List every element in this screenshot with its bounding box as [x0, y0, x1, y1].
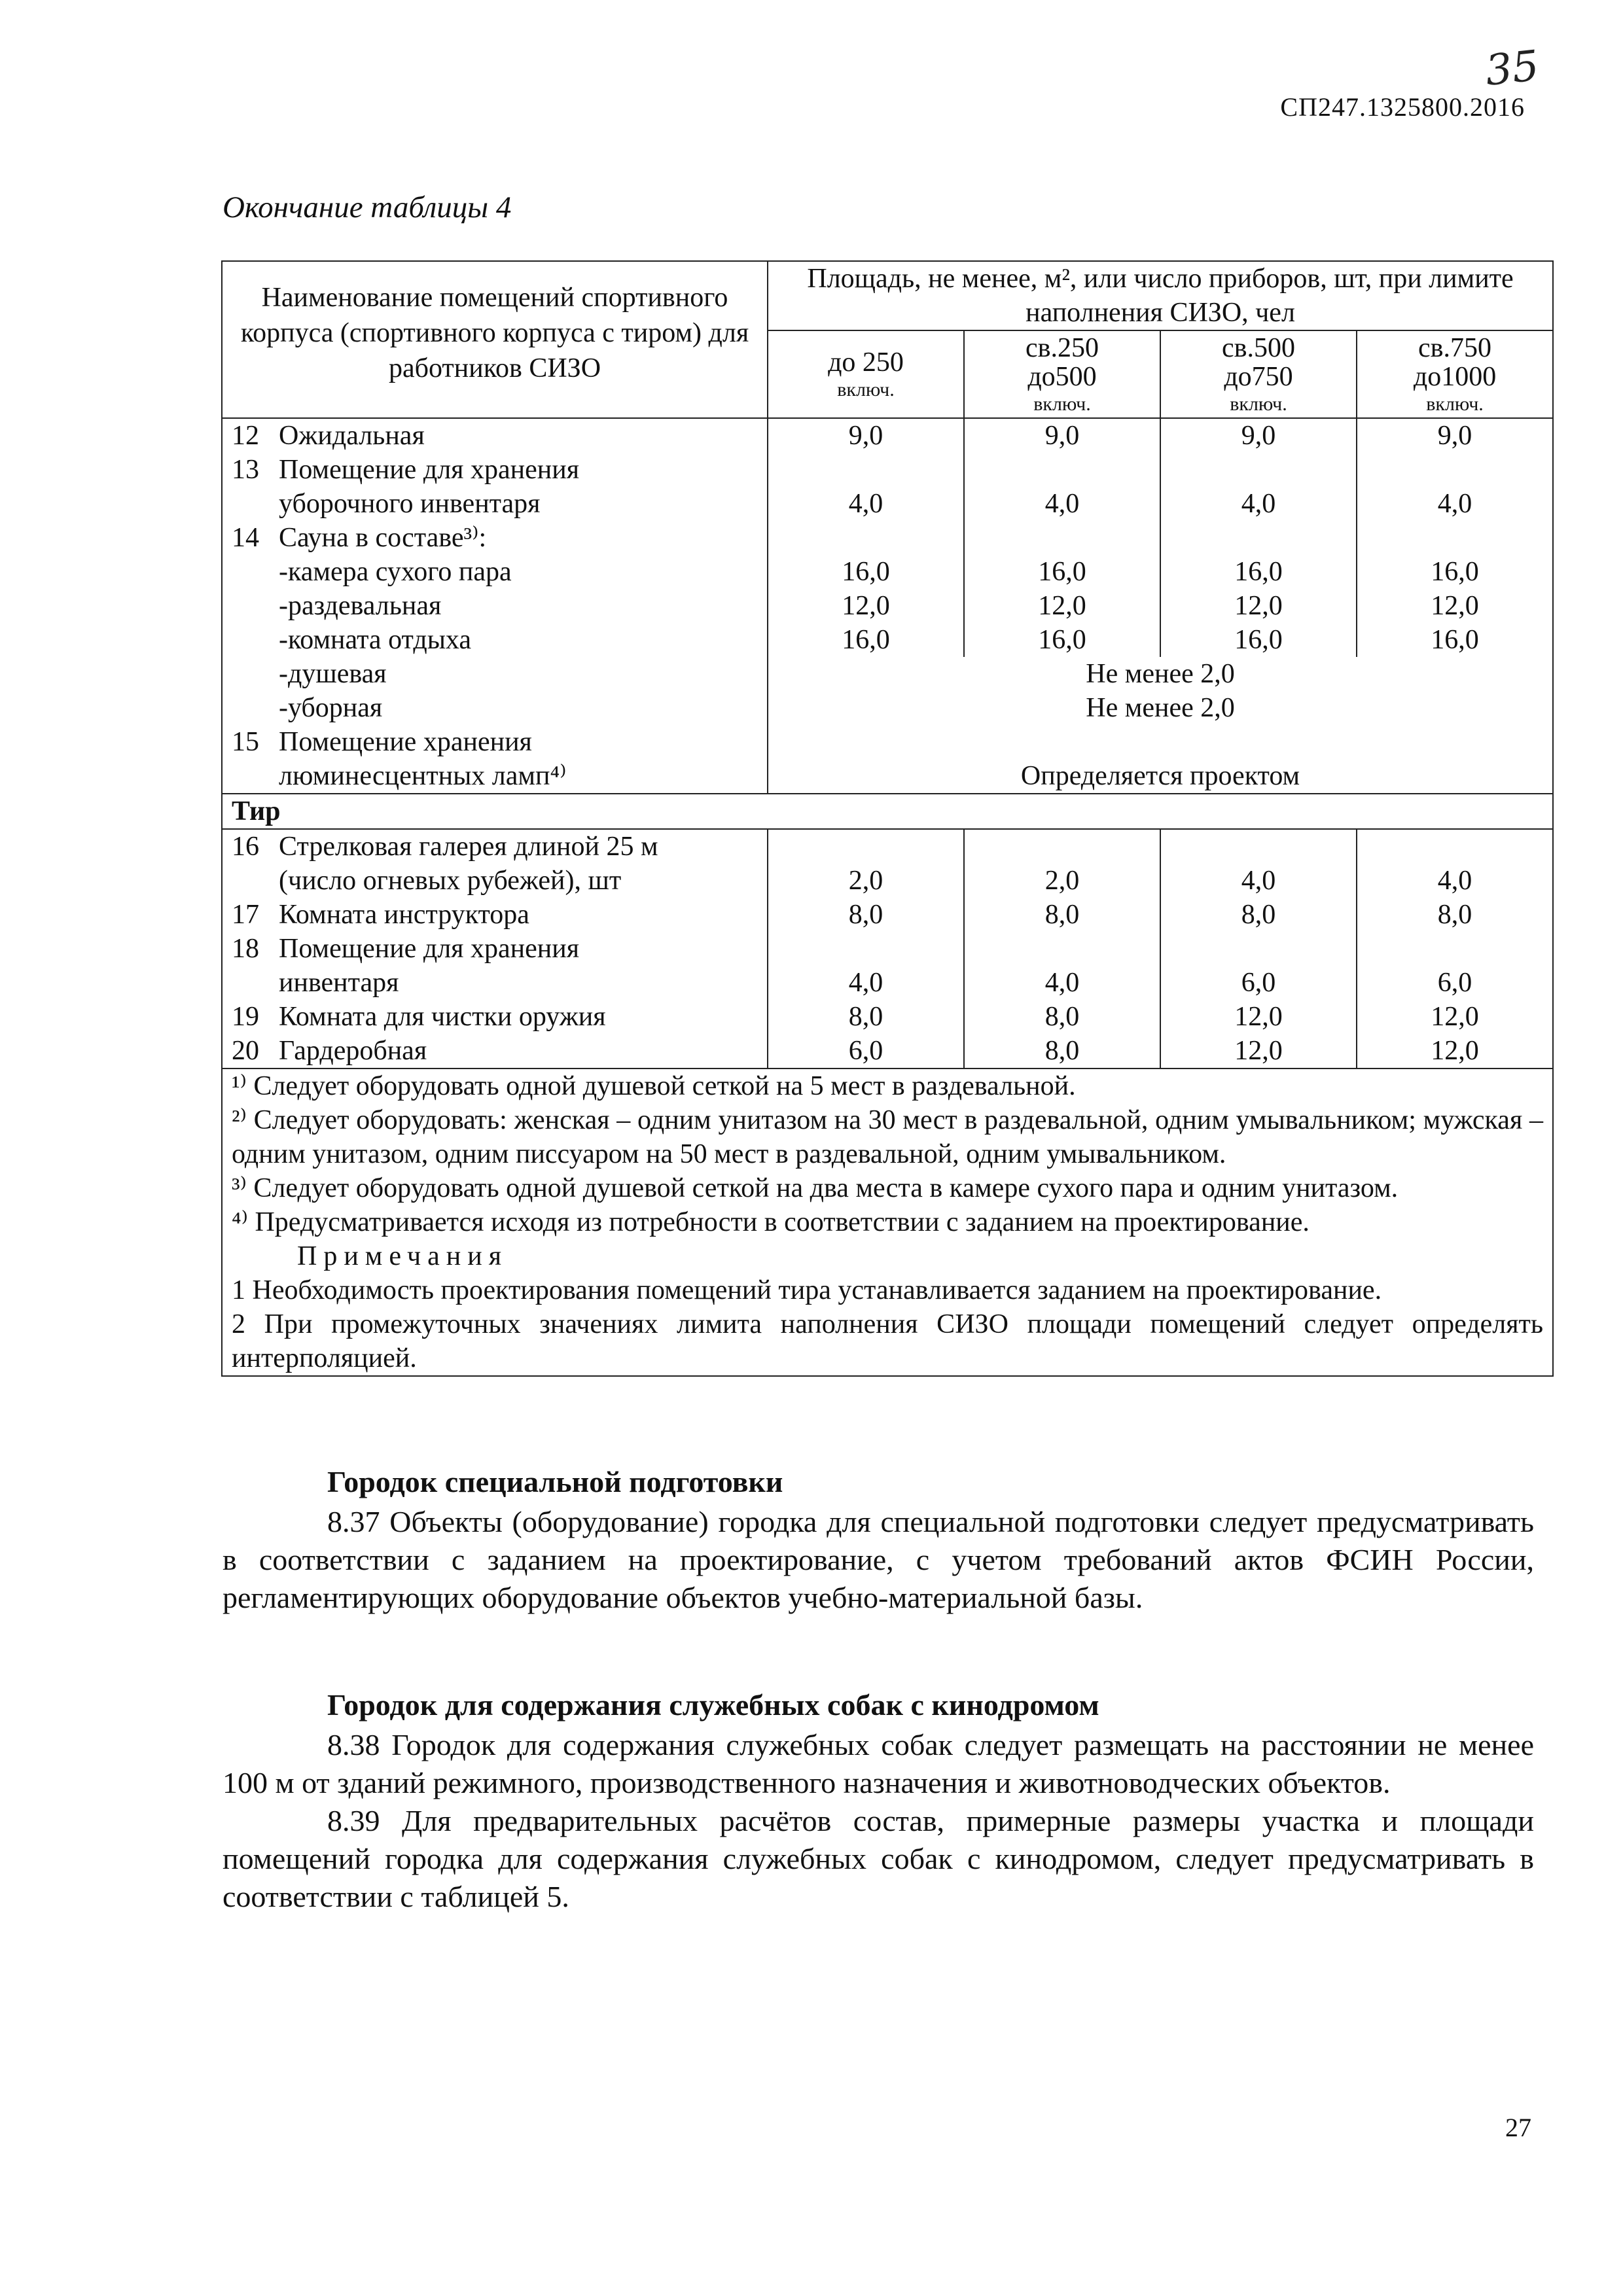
value-line: 16,0 [1234, 625, 1283, 655]
footnotes-cell [222, 1069, 1553, 1376]
value-cell [964, 623, 1160, 657]
value-line [1170, 453, 1347, 487]
value-cell [1160, 418, 1357, 453]
value-cell [964, 898, 1160, 932]
value-line [777, 521, 954, 555]
value-line: 16,0 [842, 625, 890, 655]
value-cell [768, 932, 964, 1000]
value-cell [964, 453, 1160, 521]
value-line: 9,0 [1044, 421, 1080, 451]
room-name-cell [222, 623, 768, 657]
table-row [222, 589, 1553, 623]
document-code: СП247.1325800.2016 [1280, 92, 1525, 122]
value-line [777, 725, 1543, 759]
value-line: Не менее 2,0 [1086, 659, 1235, 689]
room-name-cell [222, 932, 768, 1000]
room-name-cell [222, 898, 768, 932]
value-line: 4,0 [1241, 489, 1276, 519]
value-line [1366, 830, 1543, 864]
row-index: 15 [232, 727, 259, 757]
section-row-tir [222, 794, 1553, 829]
value-line: 8,0 [1044, 900, 1080, 930]
value-cell [1160, 932, 1357, 1000]
room-name-line [232, 623, 758, 657]
value-line: 4,0 [1437, 489, 1472, 519]
room-name-line [232, 419, 758, 453]
room-name: Комната для чистки оружия [279, 1002, 606, 1032]
column-header: до 250 включ. [768, 330, 964, 418]
paragraph-8-37: 8.37 Объекты (оборудование) городка для специальной подготовки следует предусматривать в соответствии с заданием на проектирование, с учетом требований актов ФСИН России, регламентирующих оборудование объектов учебно-материальной базы. [223, 1505, 1534, 1614]
table-row [222, 657, 1553, 691]
value-line: Определяется проектом [1020, 761, 1300, 791]
value-line: 12,0 [1431, 591, 1479, 621]
value-line: 12,0 [1431, 1036, 1479, 1066]
room-name: Стрелковая галерея длиной 25 м [279, 832, 658, 862]
room-name-line [232, 1000, 758, 1034]
value-cell [1357, 555, 1553, 589]
room-name-line [232, 555, 758, 589]
footnote: ³⁾ Следует оборудовать одной душевой сеткой на два места в камере сухого пара и одним унитазом. [232, 1173, 1399, 1203]
value-line [1366, 521, 1543, 555]
value-line: 8,0 [1044, 1002, 1080, 1032]
table-row [222, 521, 1553, 555]
room-name: -раздевальная [279, 591, 442, 621]
table-row [222, 932, 1553, 1000]
row-index: 17 [232, 900, 259, 930]
table-row [222, 453, 1553, 521]
note-item: 2 При промежуточных значениях лимита наполнения СИЗО площади помещений следует определять интерполяцией. [232, 1309, 1544, 1373]
room-name-cell [222, 1000, 768, 1034]
room-name-line [232, 725, 758, 759]
room-name-line [232, 521, 758, 555]
value-cell [1357, 1034, 1553, 1069]
table-row [222, 898, 1553, 932]
room-name: (число огневых рубежей), шт [279, 866, 622, 896]
room-name-line [232, 589, 758, 623]
row-index: 18 [232, 934, 259, 964]
value-line: 8,0 [1437, 900, 1472, 930]
room-name-cell [222, 521, 768, 555]
table-row [222, 1034, 1553, 1069]
table-header-row [222, 261, 1553, 330]
row-index: 19 [232, 1002, 259, 1032]
value-line [974, 521, 1150, 555]
value-line: 16,0 [1234, 557, 1283, 587]
room-name-line [232, 759, 758, 793]
value-cell [964, 521, 1160, 555]
room-name-cell [222, 725, 768, 794]
note-item: 1 Необходимость проектирования помещений тира устанавливается заданием на проектирование. [232, 1275, 1382, 1305]
room-name: уборочного инвентаря [279, 489, 541, 519]
room-name: Сауна в составе³⁾: [279, 523, 487, 553]
row-index: 16 [232, 832, 259, 862]
footnote: ²⁾ Следует оборудовать: женская – одним унитазом на 30 мест в раздевальной, одним умывальником; мужская – одним унитазом, одним писсуаром на 50 мест в раздевальной, одним умывальником. [232, 1105, 1544, 1169]
value-cell [964, 1000, 1160, 1034]
room-name-line [232, 898, 758, 932]
room-name-cell [222, 453, 768, 521]
room-name: Гардеробная [279, 1036, 427, 1066]
value-line: 8,0 [848, 900, 883, 930]
value-cell [964, 1034, 1160, 1069]
footnotes-list [232, 1069, 1543, 1239]
room-name: Комната инструктора [279, 900, 529, 930]
room-name-line [232, 932, 758, 966]
body-text [223, 1464, 1534, 1916]
value-line: 16,0 [1038, 625, 1086, 655]
value-cell [1357, 898, 1553, 932]
value-line: 4,0 [1241, 866, 1276, 896]
area-header: Площадь, не менее, м², или число приборов, шт, при лимите наполнения СИЗО, чел [768, 261, 1553, 330]
row-index: 13 [232, 455, 259, 485]
room-name: Помещение для хранения [279, 934, 580, 964]
value-cell [768, 453, 964, 521]
footnotes-row [222, 1069, 1553, 1376]
room-name-line [232, 487, 758, 521]
value-line [974, 453, 1150, 487]
value-cell [1160, 453, 1357, 521]
table-row [222, 691, 1553, 725]
value-cell [768, 1034, 964, 1069]
value-line: 2,0 [848, 866, 883, 896]
room-name-line [232, 453, 758, 487]
row-index: 20 [232, 1036, 259, 1066]
value-cell [768, 898, 964, 932]
merged-value-cell [768, 657, 1553, 691]
room-name-line [232, 966, 758, 1000]
value-cell [768, 1000, 964, 1034]
value-line: 16,0 [1431, 557, 1479, 587]
table-row [222, 829, 1553, 898]
value-cell [1357, 589, 1553, 623]
room-name: -камера сухого пара [279, 557, 512, 587]
room-name-cell [222, 657, 768, 691]
room-name: -комната отдыха [279, 625, 471, 655]
value-line: 12,0 [1431, 1002, 1479, 1032]
table-row [222, 725, 1553, 794]
value-line [1170, 830, 1347, 864]
value-line [1170, 521, 1347, 555]
column-header: св.250 до500 включ. [964, 330, 1160, 418]
merged-value-cell [768, 725, 1553, 794]
paragraph-8-38: 8.38 Городок для содержания служебных собак следует размещать на расстоянии не менее 100 м от зданий режимного, производственного назначения и животноводческих объектов. [223, 1728, 1534, 1799]
value-line: 9,0 [848, 421, 883, 451]
value-cell [1357, 418, 1553, 453]
value-cell [1160, 623, 1357, 657]
room-name-cell [222, 1034, 768, 1069]
value-line [1366, 453, 1543, 487]
value-cell [1160, 898, 1357, 932]
value-cell [1160, 521, 1357, 555]
row-index: 12 [232, 421, 259, 451]
merged-value-cell [768, 691, 1553, 725]
room-name: люминесцентных ламп⁴⁾ [279, 761, 567, 791]
value-line: 12,0 [1038, 591, 1086, 621]
room-name: Помещение для хранения [279, 455, 580, 485]
section-title: Тир [222, 794, 1553, 829]
value-line: Не менее 2,0 [1086, 693, 1235, 723]
value-cell [1357, 829, 1553, 898]
value-line [974, 932, 1150, 966]
value-cell [768, 521, 964, 555]
footnote: ¹⁾ Следует оборудовать одной душевой сеткой на 5 мест в раздевальной. [232, 1071, 1076, 1101]
value-line: 2,0 [1044, 866, 1080, 896]
value-cell [1357, 932, 1553, 1000]
value-cell [768, 555, 964, 589]
room-name-line [232, 864, 758, 898]
room-name-cell [222, 589, 768, 623]
table-body-tir [222, 829, 1553, 1069]
room-name-line [232, 830, 758, 864]
table-row [222, 1000, 1553, 1034]
value-line: 4,0 [848, 968, 883, 998]
column-header: св.750 до1000 включ. [1357, 330, 1553, 418]
value-cell [1160, 1000, 1357, 1034]
value-cell [1357, 453, 1553, 521]
value-line: 12,0 [842, 591, 890, 621]
value-cell [1160, 1034, 1357, 1069]
room-name: Ожидальная [279, 421, 425, 451]
value-cell [964, 829, 1160, 898]
value-cell [1160, 829, 1357, 898]
handwritten-page-number: 35 [1483, 41, 1542, 96]
value-line: 8,0 [1241, 900, 1276, 930]
value-cell [964, 932, 1160, 1000]
room-name-cell [222, 829, 768, 898]
room-name-cell [222, 418, 768, 453]
value-line: 9,0 [1241, 421, 1276, 451]
value-line [777, 932, 954, 966]
table-body-main [222, 418, 1553, 657]
value-cell [1160, 555, 1357, 589]
value-line: 6,0 [1241, 968, 1276, 998]
notes-list [232, 1273, 1543, 1375]
room-name: инвентаря [279, 968, 399, 998]
value-cell [768, 418, 964, 453]
value-line [777, 830, 954, 864]
table-body-span [222, 657, 1553, 794]
value-line: 12,0 [1234, 591, 1283, 621]
area-table [221, 260, 1554, 1377]
room-name: -душевая [279, 659, 387, 689]
value-line: 16,0 [1431, 625, 1479, 655]
column-header: св.500 до750 включ. [1160, 330, 1357, 418]
room-name-header: Наименование помещений спортивного корпуса (спортивного корпуса с тиром) для работников СИЗО [222, 261, 768, 418]
paragraph-8-39: 8.39 Для предварительных расчётов состав, примерные размеры участка и площади помещений городка для содержания служебных собак с кинодромом, следует предусматривать в соответствии с таблицей 5. [223, 1804, 1534, 1913]
value-line: 8,0 [1044, 1036, 1080, 1066]
value-line: 4,0 [848, 489, 883, 519]
value-cell [964, 555, 1160, 589]
section2-title: Городок для содержания служебных собак с кинодромом [327, 1688, 1099, 1722]
value-cell [1357, 521, 1553, 555]
value-cell [768, 589, 964, 623]
value-line: 4,0 [1437, 866, 1472, 896]
value-cell [1357, 1000, 1553, 1034]
notes-title: Примечания [297, 1241, 508, 1271]
value-cell [768, 829, 964, 898]
room-name: Помещение хранения [279, 727, 532, 757]
value-cell [964, 589, 1160, 623]
room-name-line [232, 657, 758, 691]
value-line: 16,0 [1038, 557, 1086, 587]
value-line: 8,0 [848, 1002, 883, 1032]
value-line: 4,0 [1044, 968, 1080, 998]
value-cell [1357, 623, 1553, 657]
room-name-cell [222, 691, 768, 725]
table-row [222, 418, 1553, 453]
value-line: 6,0 [1437, 968, 1472, 998]
value-line [1170, 932, 1347, 966]
room-name: -уборная [279, 693, 383, 723]
room-name-line [232, 691, 758, 725]
row-index: 14 [232, 523, 259, 553]
value-cell [768, 623, 964, 657]
value-cell [964, 418, 1160, 453]
value-line [1366, 932, 1543, 966]
footnote: ⁴⁾ Предусматривается исходя из потребности в соответствии с заданием на проектирование. [232, 1207, 1310, 1237]
value-line: 12,0 [1234, 1036, 1283, 1066]
value-line: 16,0 [842, 557, 890, 587]
table-caption: Окончание таблицы 4 [223, 190, 512, 224]
value-line: 12,0 [1234, 1002, 1283, 1032]
section1-title: Городок специальной подготовки [327, 1465, 783, 1498]
table-row [222, 623, 1553, 657]
room-name-line [232, 1034, 758, 1068]
value-line: 6,0 [848, 1036, 883, 1066]
value-line: 9,0 [1437, 421, 1472, 451]
value-line: 4,0 [1044, 489, 1080, 519]
room-name-cell [222, 555, 768, 589]
value-line [974, 830, 1150, 864]
value-cell [1160, 589, 1357, 623]
value-line [777, 453, 954, 487]
page-number: 27 [1505, 2113, 1531, 2142]
table-row [222, 555, 1553, 589]
